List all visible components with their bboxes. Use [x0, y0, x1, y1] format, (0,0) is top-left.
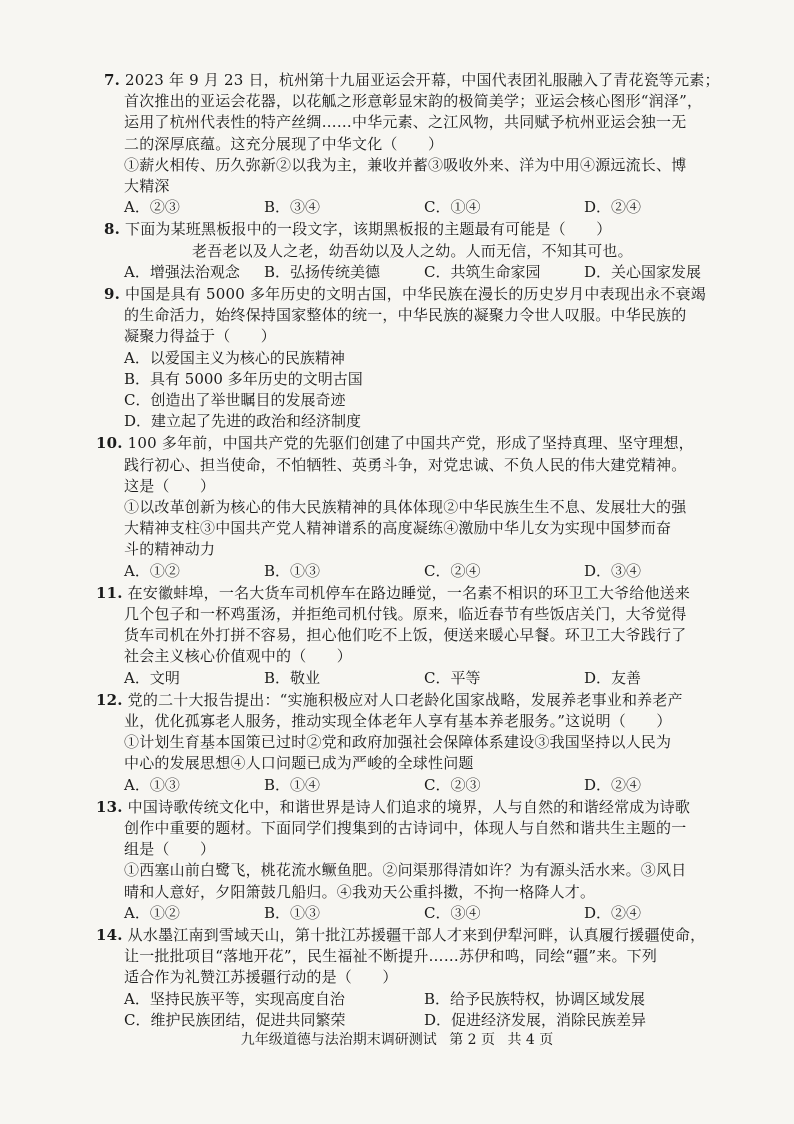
- question-number: 8.: [104, 220, 121, 239]
- option-d: D．友善: [584, 668, 642, 687]
- option-a: A．①③: [124, 775, 180, 794]
- option-b: B．弘扬传统美德: [264, 262, 381, 281]
- option-a: A．以爱国主义为核心的民族精神: [124, 348, 345, 367]
- question-stem: 几个包子和一杯鸡蛋汤，并拒绝司机付钱。原来，临近春节有些饭店关门，大爷觉得: [124, 605, 687, 623]
- footer-title: 九年级道德与法治期末调研测试: [240, 1032, 437, 1048]
- question-number: 9.: [104, 285, 121, 303]
- option-c: C．③④: [424, 903, 481, 922]
- question-stem: 中国诗歌传统文化中，和谐世界是诗人们追求的境界，人与自然的和谐经常成为诗歌: [127, 797, 691, 816]
- option-c: C．共筑生命家园: [424, 262, 541, 281]
- option-d: D．建立起了先进的政治和经济制度: [124, 412, 362, 431]
- option-b: B．①③: [264, 903, 321, 922]
- question-number: 14.: [96, 926, 123, 944]
- option-a: A．①②: [124, 903, 180, 922]
- question-number: 7.: [104, 71, 121, 89]
- question-stem: 党的二十大报告提出：“实施积极应对人口老龄化国家战略，发展养老事业和养老产: [127, 690, 683, 709]
- option-c: C．②④: [424, 561, 481, 580]
- option-a: A．文明: [124, 668, 180, 687]
- option-d: D．②④: [584, 775, 642, 794]
- question-stem: 下面为某班黑板报中的一段文字，该期黑板报的主题最有可能是（ ）: [125, 220, 612, 239]
- question-stem: 运用了杭州代表性的特产丝绸……中华元素、之江风物，共同赋予杭州亚运会独一无: [124, 113, 687, 132]
- question-stem: 适合作为礼赞江苏援疆行动的是（ ）: [124, 968, 398, 987]
- option-b: B．具有 5000 多年历史的文明古国: [124, 369, 363, 388]
- question-stem: 首次推出的亚运会花器，以花觚之形意彰显宋韵的极简美学；亚运会核心图形“润泽”，: [124, 92, 703, 111]
- question-stem: 中国是具有 5000 多年历史的文明古国，中华民族在漫长的历史岁月中表现出永不衰竭: [125, 285, 706, 303]
- option-a: A．坚持民族平等，实现高度自治: [124, 989, 345, 1008]
- option-c: C．①④: [424, 198, 481, 217]
- question-choices: 中心的发展思想④人口问题已成为严峻的全球性问题: [124, 754, 474, 773]
- question-stem: 在安徽蚌埠，一名大货车司机停车在路边睡觉，一名素不相识的环卫工大爷给他送来: [127, 583, 691, 602]
- question-choices: ①西塞山前白鹭飞，桃花流水鳜鱼肥。②问渠那得清如许？为有源头活水来。③风日: [124, 861, 687, 880]
- option-a: A．增强法治观念: [124, 262, 240, 281]
- option-a: A．②③: [124, 198, 180, 217]
- question-stem: 社会主义核心价值观中的（ ）: [124, 647, 353, 666]
- quote-text: 老吾老以及人之老，幼吾幼以及人之幼。人而无信，不知其可也。: [192, 241, 633, 260]
- option-d: D．③④: [584, 561, 642, 580]
- question-choices: ①以改革创新为核心的伟大民族精神的具体体现②中华民族生生不息、发展壮大的强: [124, 498, 687, 516]
- option-b: B．③④: [264, 198, 321, 217]
- question-stem: 组是（ ）: [124, 840, 216, 859]
- question-stem: 业，优化孤寡老人服务，推动实现全体老年人享有基本养老服务。”这说明（ ）: [124, 712, 672, 730]
- page-footer: [0, 1029, 794, 1049]
- option-a: A．①②: [124, 561, 180, 580]
- option-d: D．②④: [584, 903, 642, 922]
- question-choices: 斗的精神动力: [124, 540, 216, 559]
- question-stem: 100 多年前，中国共产党的先驱们创建了中国共产党，形成了坚持真理、坚守理想，: [127, 434, 694, 453]
- option-c: C．平等: [424, 668, 481, 687]
- option-d: D．促进经济发展，消除民族差异: [424, 1010, 647, 1029]
- option-b: B．给予民族特权，协调区域发展: [424, 989, 646, 1008]
- question-stem: 让一批批项目“落地开花”，民生福祉不断提升……苏伊和鸣，同绘“疆”来。下列: [124, 947, 658, 966]
- question-choices: 晴和人意好，夕阳箫鼓几船归。④我劝天公重抖擞，不拘一格降人才。: [124, 882, 596, 901]
- question-choices: ①计划生育基本国策已过时②党和政府加强社会保障体系建设③我国坚持以人民为: [124, 733, 672, 752]
- footer-page: 第 2 页: [449, 1032, 495, 1048]
- option-c: C．创造出了举世瞩目的发展奇迹: [124, 391, 346, 409]
- option-d: D．②④: [584, 198, 642, 217]
- question-choices: 大精深: [124, 177, 170, 195]
- question-number: 12.: [96, 690, 123, 709]
- question-stem: 凝聚力得益于（ ）: [124, 327, 277, 346]
- option-d: D．关心国家发展: [584, 262, 702, 281]
- question-stem: 2023 年 9 月 23 日，杭州第十九届亚运会开幕，中国代表团礼服融入了青花瓷等元素；: [125, 71, 720, 89]
- question-stem: 二的深厚底蕴。这充分展现了中华文化（ ）: [124, 134, 444, 153]
- option-c: C．维护民族团结，促进共同繁荣: [124, 1010, 346, 1029]
- question-choices: 大精神支柱③中国共产党人精神谱系的高度凝练④激励中华儿女为实现中国梦而奋: [124, 519, 672, 538]
- question-choices: ①薪火相传、历久弥新②以我为主，兼收并蓄③吸收外来、洋为中用④源远流长、博: [124, 155, 687, 174]
- question-number: 11.: [96, 583, 123, 602]
- option-b: B．①③: [264, 561, 321, 580]
- question-stem: 创作中重要的题材。下面同学们搜集到的古诗词中，体现人与自然和谐共生主题的一: [124, 819, 687, 837]
- option-b: B．敬业: [264, 668, 321, 687]
- question-stem: 践行初心、担当使命，不怕牺牲、英勇斗争，对党忠诚、不负人民的伟大建党精神。: [124, 455, 687, 474]
- footer-total: 共 4 页: [507, 1032, 554, 1048]
- question-number: 10.: [96, 434, 123, 453]
- question-number: 13.: [96, 797, 123, 816]
- question-stem: 这是（ ）: [124, 476, 216, 495]
- option-c: C．②③: [424, 775, 481, 794]
- option-b: B．①④: [264, 775, 321, 794]
- question-stem: 的生命活力，始终保持国家整体的统一，中华民族的凝聚力令世人叹服。中华民族的: [124, 306, 687, 325]
- question-stem: 从水墨江南到雪域天山，第十批江苏援疆干部人才来到伊犁河畔，认真履行援疆使命，: [127, 926, 706, 944]
- question-stem: 货车司机在外打拼不容易，担心他们吃不上饭，便送来暖心早餐。环卫工大爷践行了: [124, 626, 687, 645]
